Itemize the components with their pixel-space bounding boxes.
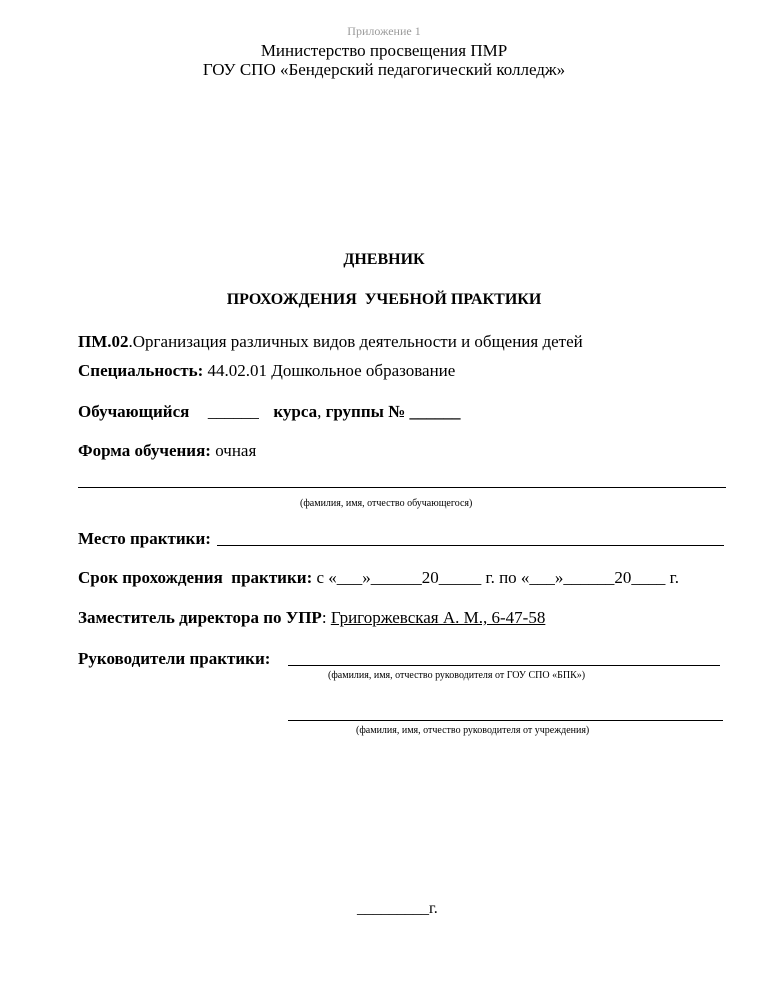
college-name: ГОУ СПО «Бендерский педагогический колледж» — [202, 60, 566, 79]
supervisor-college-caption: (фамилия, имя, отчество руководителя от ГОУ СПО «БПК») — [328, 670, 586, 681]
supervisors-label: Руководители практики: — [78, 649, 271, 668]
place-label: Место практики: — [78, 529, 211, 548]
supervisor-org-caption: (фамилия, имя, отчество руководителя от учреждения) — [356, 725, 590, 736]
deputy-value: Григоржевская А. М., 6-47-58 — [330, 608, 546, 627]
deputy-colon: : — [321, 608, 331, 627]
form-line — [78, 441, 256, 461]
deputy-line — [78, 608, 545, 628]
module-code: ПМ.02 — [78, 332, 129, 351]
appendix-label: Приложение 1 — [347, 24, 421, 38]
document-title: ДНЕВНИК — [343, 251, 425, 268]
student-fio-line — [78, 487, 726, 488]
module-name: .Организация различных видов деятельности и общения детей — [128, 332, 583, 351]
module-line — [78, 332, 583, 352]
place-blank-line — [217, 545, 724, 546]
supervisor-college-line — [288, 665, 720, 666]
period-value: с «___»______20_____ г. по «___»______20____ г. — [312, 568, 679, 587]
place-line — [78, 529, 211, 549]
period-label: Срок прохождения практики: — [78, 568, 313, 587]
deputy-label: Заместитель директора по УПР — [78, 608, 322, 627]
student-fio-caption: (фамилия, имя, отчество обучающегося) — [300, 498, 473, 509]
group-label: , группы № — [317, 402, 406, 421]
period-line — [78, 568, 679, 588]
form-label: Форма обучения: — [78, 441, 211, 460]
supervisors-line — [78, 649, 270, 669]
student-line — [78, 402, 461, 422]
form-value: очная — [210, 441, 257, 460]
year-line: _________г. — [357, 900, 438, 917]
student-course-blank: ______ — [207, 402, 259, 421]
ministry-name: Министерство просвещения ПМР — [260, 41, 508, 60]
supervisor-org-line — [288, 720, 723, 721]
specialty-label: Специальность: — [78, 361, 204, 380]
course-label: курса — [273, 402, 318, 421]
specialty-line — [78, 361, 455, 381]
group-blank: ______ — [409, 402, 461, 421]
student-label: Обучающийся — [78, 402, 190, 421]
document-subtitle: ПРОХОЖДЕНИЯ УЧЕБНОЙ ПРАКТИКИ — [226, 291, 542, 308]
specialty-value: 44.02.01 Дошкольное образование — [203, 361, 456, 380]
